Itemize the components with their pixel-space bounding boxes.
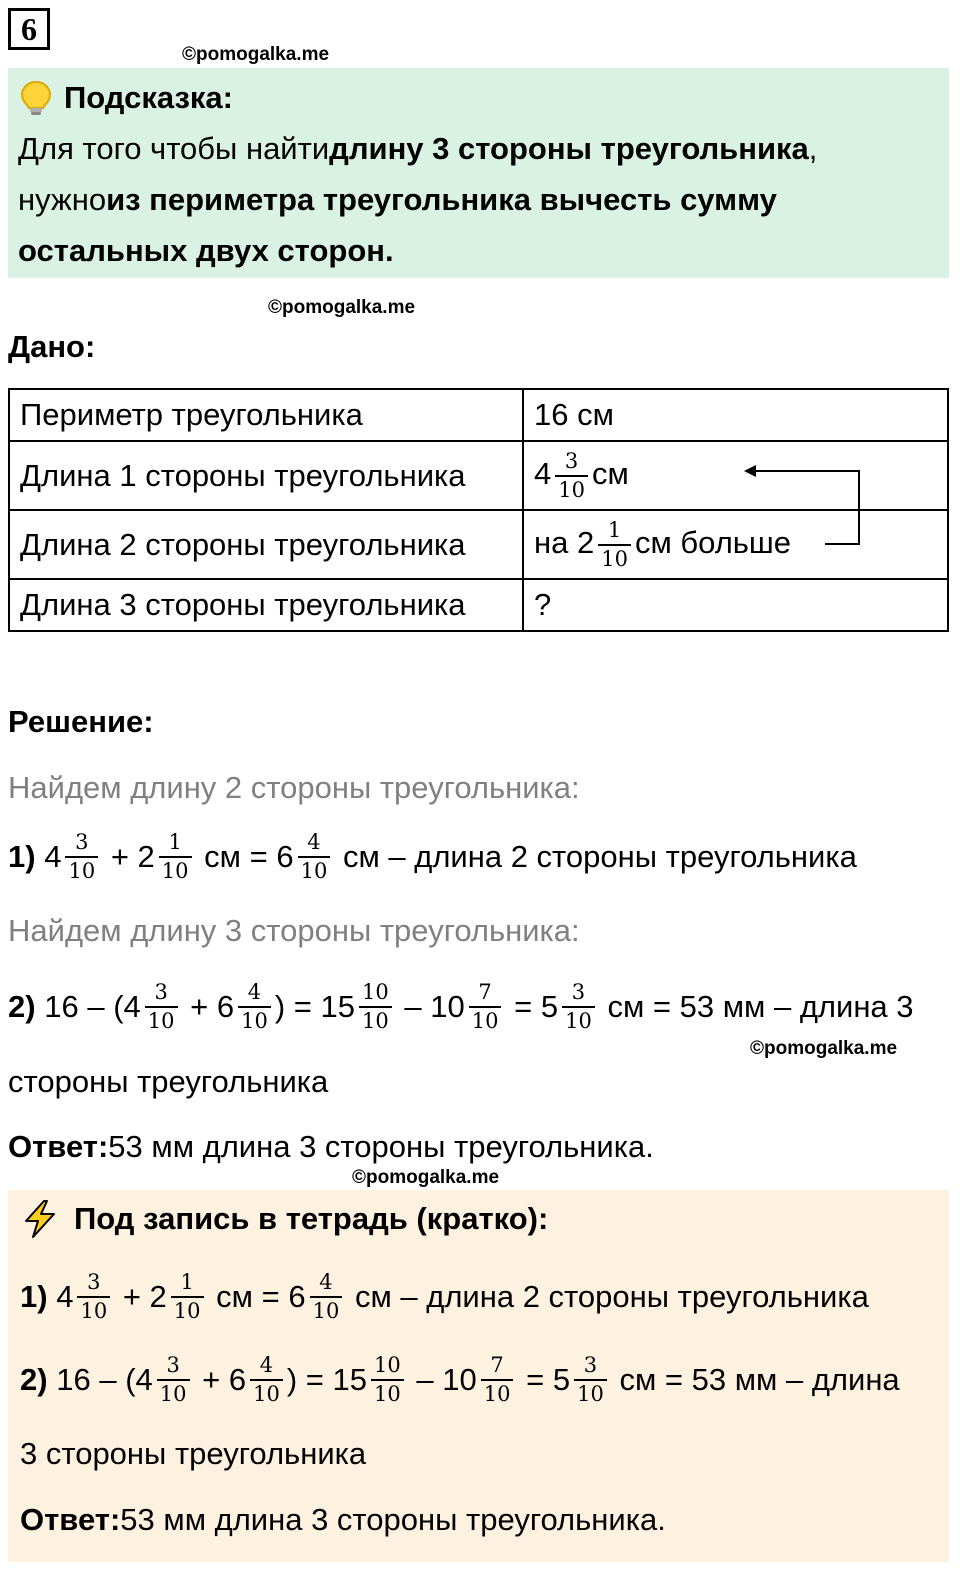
fraction: $\frac{1}{10}$ [159,832,192,882]
hint-line-1 [18,128,817,170]
step2-tail: стороны треугольника [8,1064,329,1099]
note-step1: 1) 4 $\frac{3}{10}$ + 2 $\frac{1}{10}$ см = 6 $\frac{4}{10}$ см – длина 2 стороны треугольника [20,1270,869,1323]
step2-caption: Найдем длину 3 стороны треугольника: [8,913,580,948]
fraction: $\frac{3}{10}$ [574,1355,607,1405]
hint-line-2 [18,179,777,221]
fraction: $\frac{3}{10}$ [145,982,178,1032]
table-row [9,579,948,631]
fraction: $\frac{7}{10}$ [469,982,502,1032]
note-step2: 2) 16 – ( 4 $\frac{3}{10}$ + 6 $\frac{4}{10}$ ) = 15 $\frac{10}{10}$ – 10 $\frac{7}{10}$ = 5 $\frac{3}{10}$ см = 53 мм – длина [20,1353,900,1406]
table-cell-label: Периметр треугольника [9,389,523,441]
fraction: $\frac{3}{10}$ [65,832,98,882]
fraction: $\frac{3}{10}$ [555,451,588,501]
fraction: $\frac{7}{10}$ [481,1355,514,1405]
fraction: $\frac{4}{10}$ [250,1355,283,1405]
lightning-icon [20,1199,60,1239]
hint-text: , [808,131,818,166]
fraction: $\frac{4}{10}$ [310,1272,343,1322]
table-cell-label: Длина 2 стороны треугольника [9,510,523,579]
solution-title: Решение: [8,704,154,739]
step1-caption: Найдем длину 2 стороны треугольника: [8,770,580,805]
step2-equation: 2) 16 – ( 4 $\frac{3}{10}$ + 6 $\frac{4}{10}$ ) = 15 $\frac{10}{10}$ – 10 $\frac{7}{10}$ = 5 $\frac{3}{10}$ см = 53 мм – длина 3 [8,980,914,1033]
fraction: $\frac{3}{10}$ [157,1355,190,1405]
comparison-arrow-icon [740,460,870,555]
fraction: $\frac{4}{10}$ [238,982,271,1032]
answer-line: Ответ: 53 мм длина 3 стороны треугольника. [8,1129,654,1164]
hint-bold: длину 3 стороны треугольника [329,131,809,166]
step1-equation: 1) 4 $\frac{3}{10}$ + 2 $\frac{1}{10}$ см = 6 $\frac{4}{10}$ см – длина 2 стороны треугольника [8,830,857,883]
fraction: $\frac{1}{10}$ [171,1272,204,1322]
table-cell-value: 4 $\frac{3}{10}$ см [523,441,948,510]
table-row [9,389,948,441]
lightbulb-icon [18,79,54,117]
table-cell-value: 16 см [523,389,948,441]
fraction: $\frac{3}{10}$ [77,1272,110,1322]
note-answer: Ответ: 53 мм длина 3 стороны треугольника. [20,1502,666,1537]
hint-title: Подсказка: [64,80,233,115]
hint-bold: из периметра треугольника вычесть сумму [106,182,777,217]
table-cell-label: Длина 1 стороны треугольника [9,441,523,510]
task-number: 6 [8,8,50,50]
fraction: $\frac{3}{10}$ [562,982,595,1032]
table-cell-value: ? [523,579,948,631]
hint-line-3 [18,230,394,272]
watermark: ©pomogalka.me [750,1038,898,1059]
watermark: ©pomogalka.me [352,1167,500,1188]
table-cell-value: на 2 $\frac{1}{10}$ см больше [523,510,948,579]
note-title: Под запись в тетрадь (кратко): [74,1201,549,1236]
hint-title-row [18,78,233,118]
table-cell-label: Длина 3 стороны треугольника [9,579,523,631]
note-step2-tail: 3 стороны треугольника [20,1436,367,1471]
watermark: ©pomogalka.me [268,297,416,318]
note-title-row [20,1198,548,1240]
fraction: $\frac{10}{10}$ [359,982,392,1032]
fraction: $\frac{10}{10}$ [371,1355,404,1405]
watermark: ©pomogalka.me [182,44,330,65]
given-title: Дано: [8,329,96,364]
hint-text: Для того чтобы найти [18,131,330,166]
fraction: $\frac{1}{10}$ [598,520,631,570]
hint-bold: остальных двух сторон. [18,233,394,268]
hint-text: нужно [18,182,107,217]
fraction: $\frac{4}{10}$ [298,832,331,882]
